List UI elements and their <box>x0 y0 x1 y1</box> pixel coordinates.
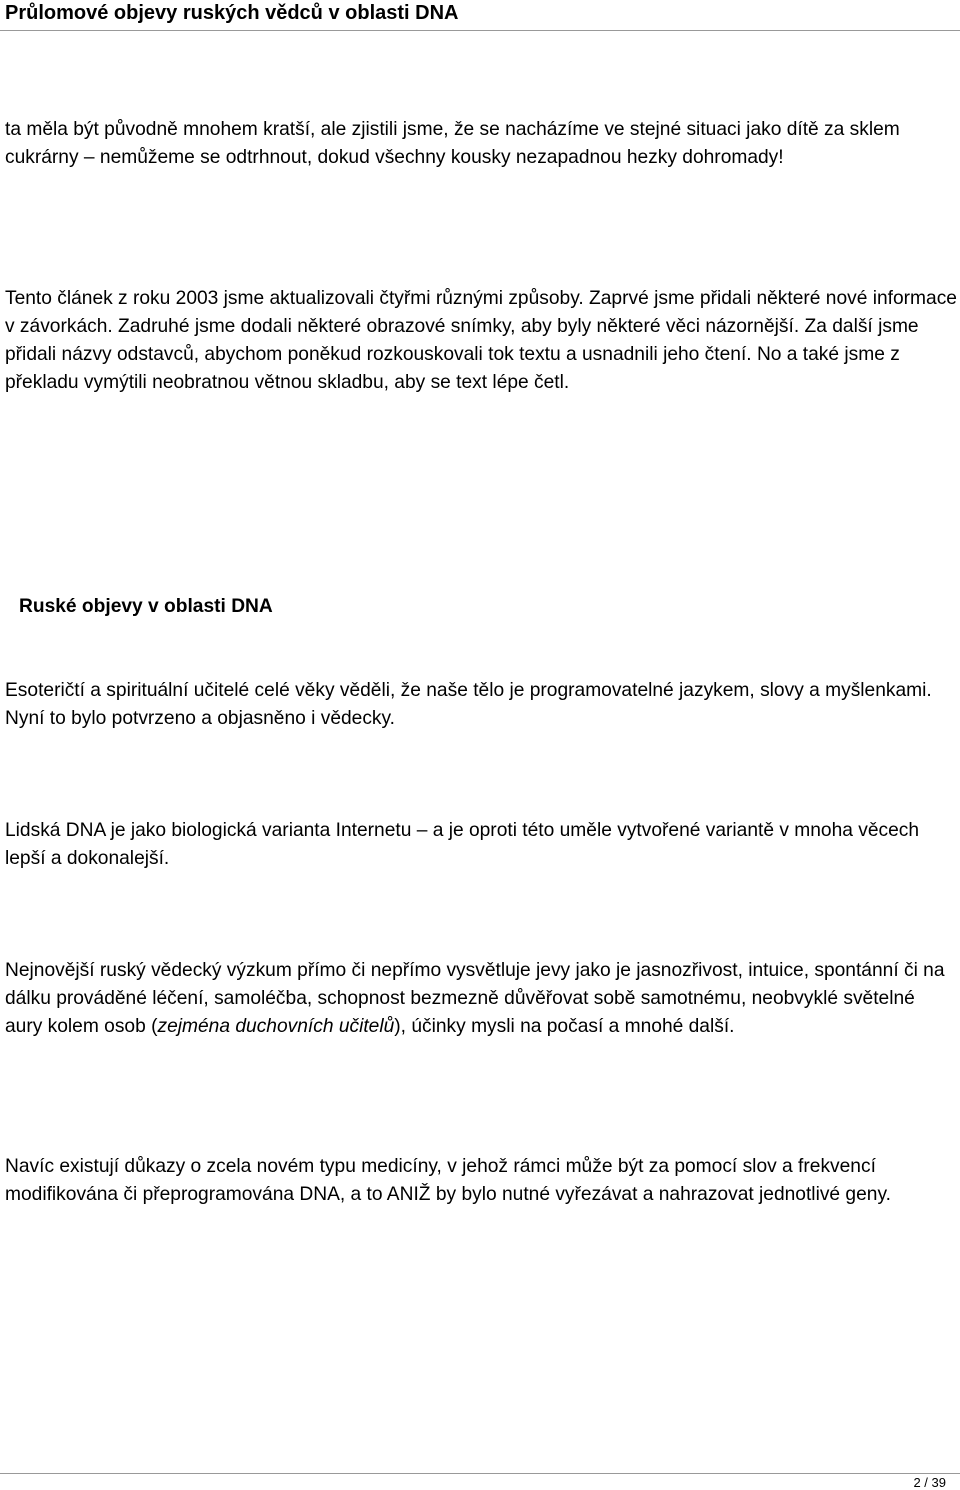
page-header <box>0 0 960 31</box>
paragraph-russian-research-italic: zejména duchovních učitelů <box>157 1016 395 1037</box>
paragraph-new-medicine: Navíc existují důkazy o zcela novém typu medicíny, v jehož rámci může být za pomocí slov a frekvencí modifikována či přeprogramována DNA, a to ANIŽ by bylo nutné vyřezávat a nahrazovat jednotlivé geny. <box>5 1156 891 1205</box>
document-title: Průlomové objevy ruských vědců v oblasti DNA <box>5 2 459 24</box>
paragraph-esoteric-teachers: Esoteričtí a spirituální učitelé celé věky věděli, že naše tělo je programovatelné jazykem, slovy a myšlenkami. Nyní to bylo potvrzeno a objasněno i vědecky. <box>5 680 932 729</box>
paragraph-intro-continuation: ta měla být původně mnohem kratší, ale zjistili jsme, že se nacházíme ve stejné situaci jako dítě za sklem cukrárny – nemůžeme se odtrhnout, dokud všechny kousky nezapadnou hezky dohromady! <box>5 119 900 168</box>
paragraph-dna-internet: Lidská DNA je jako biologická varianta Internetu – a je oproti této uměle vytvořené variantě v mnoha věcech lepší a dokonalejší. <box>5 820 920 869</box>
page-number: 2 / 39 <box>913 1475 946 1490</box>
paragraph-russian-research-text-start: Nejnovější ruský vědecký výzkum přímo či nepřímo vysvětluje jevy jako je jasnozřivost, intuice, spontánní či na dálku prováděné léčení, samoléčba, schopnost bezmezně důvěřovat sobě samotnému, neobvyklé světelné aury kolem osob ( <box>5 960 945 1037</box>
paragraph-russian-research-text-end: ), účinky mysli na počasí a mnohé další. <box>394 1016 735 1037</box>
header-divider <box>0 30 960 31</box>
paragraph-update-notes: Tento článek z roku 2003 jsme aktualizovali čtyřmi různými způsoby. Zaprvé jsme přidali některé nové informace v závorkách. Zadruhé jsme dodali některé obrazové snímky, aby byly některé věci názornější. Za další jsme přidali názvy odstavců, abychom poněkud rozkouskovali tok textu a usnadnili jeho čtení. No a také jsme z překladu vymýtili neobratnou větnou skladbu, aby se text lépe četl. <box>5 288 957 393</box>
paragraph-russian-research <box>5 957 957 1041</box>
footer-divider <box>0 1473 960 1474</box>
section-heading: Ruské objevy v oblasti DNA <box>19 596 273 617</box>
